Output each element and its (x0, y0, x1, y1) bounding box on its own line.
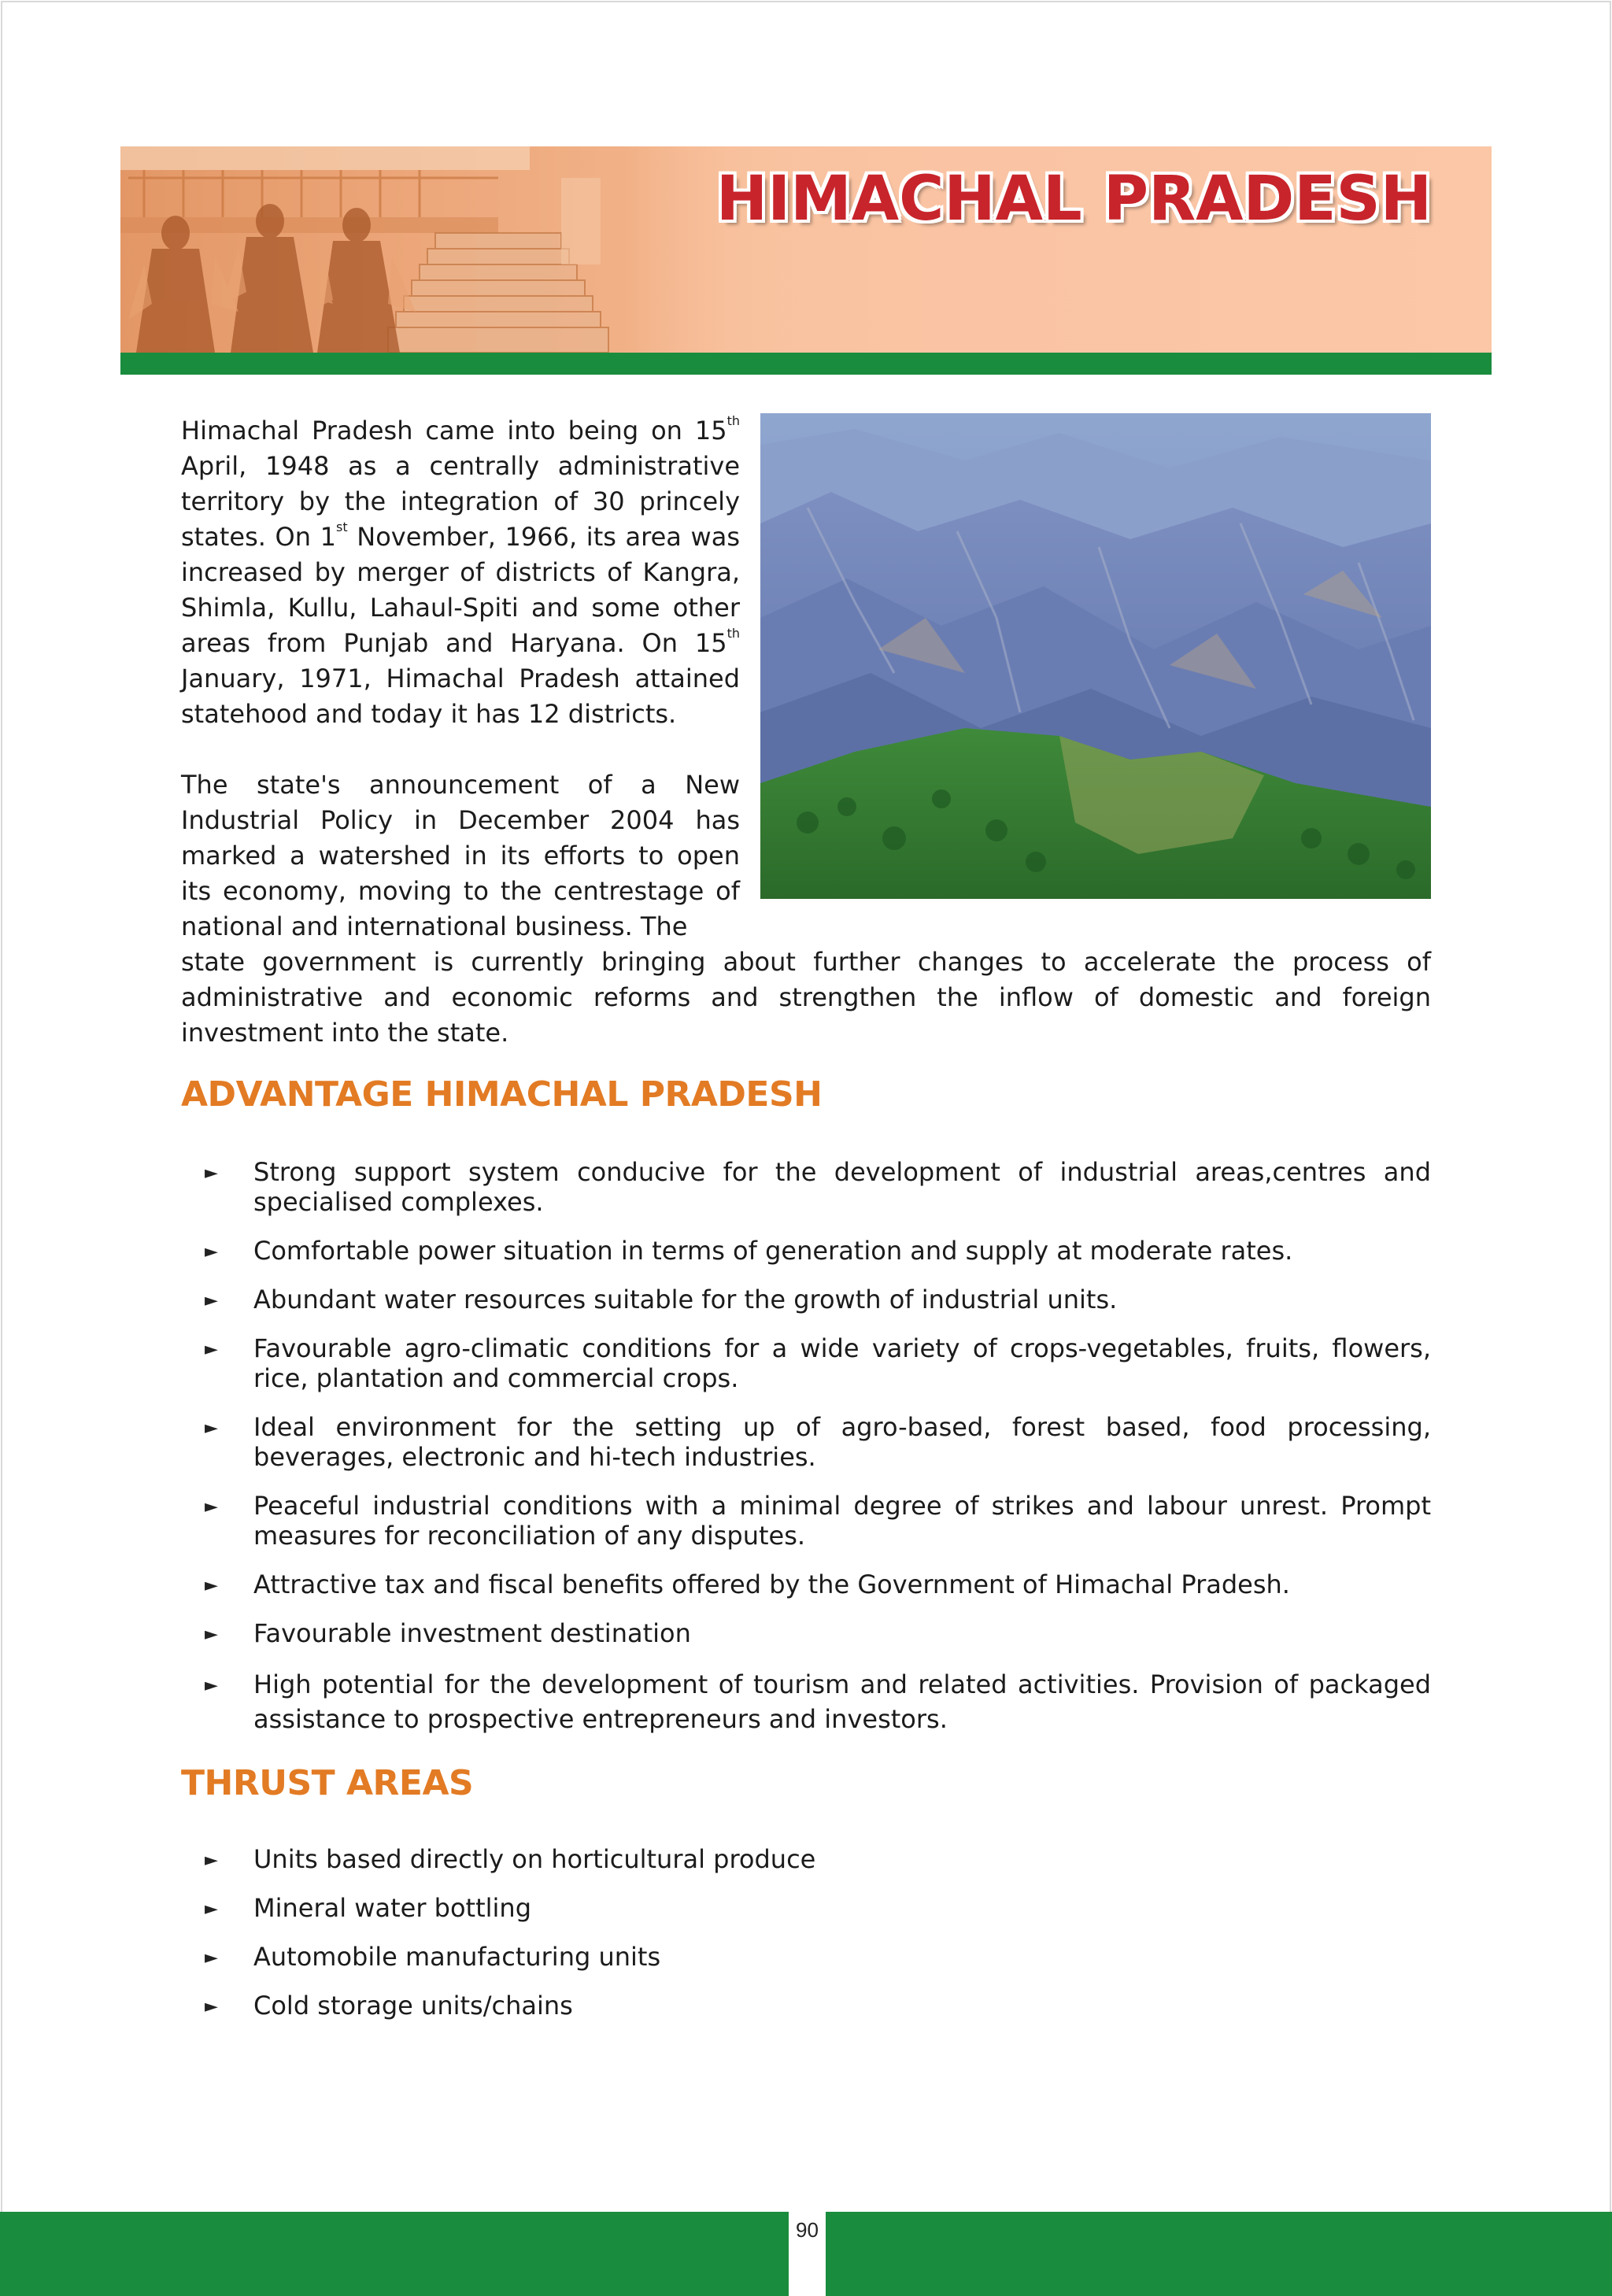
header-banner (120, 146, 1492, 353)
thrust-areas-list (181, 1844, 1431, 2021)
list-item: ► Ideal environment for the setting up of agro-based, forest based, food processing, beverages, electronic and hi-tech industries. (205, 1412, 1431, 1472)
triangle-bullet-icon: ► (205, 1340, 218, 1359)
mountain-landscape-photo (760, 413, 1431, 899)
triangle-bullet-icon: ► (205, 1576, 218, 1595)
triangle-bullet-icon: ► (205, 1676, 218, 1695)
list-item: ► Mineral water bottling (205, 1893, 531, 1923)
intro-paragraph-2-upper: The state's announcement of a New Industrial Policy in December 2004 has marked a watershed in its efforts to open its economy, moving to the centrestage of national and international business. The (181, 770, 740, 941)
list-item: ► Comfortable power situation in terms of generation and supply at moderate rates. (205, 1236, 1293, 1266)
list-item: ► Favourable investment destination (205, 1618, 691, 1648)
triangle-bullet-icon: ► (205, 1850, 218, 1870)
list-item: ► High potential for the development of tourism and related activities. Provision of packaged assistance to prospective entrepreneurs and investors. (205, 1669, 1431, 1734)
intro-paragraph-2-lower: state government is currently bringing about further changes to accelerate the process of administrative and economic reforms and strengthen the inflow of domestic and foreign investment into the state. (181, 947, 1431, 1048)
header-green-stripe (120, 353, 1492, 375)
triangle-bullet-icon: ► (205, 1948, 218, 1968)
triangle-bullet-icon: ► (205, 1418, 218, 1438)
triangle-bullet-icon: ► (205, 1997, 218, 2017)
list-item: ► Favourable agro-climatic conditions for a wide variety of crops-vegetables, fruits, flowers, rice, plantation and commercial crops. (205, 1333, 1431, 1393)
list-item: ► Abundant water resources suitable for the growth of industrial units. (205, 1285, 1118, 1314)
thrust-areas-heading: THRUST AREAS (181, 1763, 474, 1803)
intro-paragraph-1: Himachal Pradesh came into being on 15th April, 1948 as a centrally administrative territory by the integration of 30 princely states. On 1st November, 1966, its area was increased by merger of districts of Kangra, Shimla, Kullu, Lahaul-Spiti and some other areas from Punjab and Haryana. On 15th January, 1971, Himachal Pradesh attained statehood and today it has 12 districts. (181, 413, 740, 729)
triangle-bullet-icon: ► (205, 1899, 218, 1919)
dancers-photo (120, 146, 797, 353)
list-item: ► Attractive tax and fiscal benefits offered by the Government of Himachal Pradesh. (205, 1569, 1290, 1599)
page-title: HIMACHAL PRADESH (715, 164, 1432, 235)
page-number: 90 (796, 2218, 819, 2242)
list-item: ► Automobile manufacturing units (205, 1942, 661, 1972)
list-item: ► Strong support system conducive for the development of industrial areas,centres and specialised complexes. (205, 1157, 1431, 1217)
advantage-heading: ADVANTAGE HIMACHAL PRADESH (181, 1074, 823, 1115)
triangle-bullet-icon: ► (205, 1242, 218, 1262)
triangle-bullet-icon: ► (205, 1163, 218, 1183)
list-item: ► Cold storage units/chains (205, 1991, 573, 2021)
triangle-bullet-icon: ► (205, 1625, 218, 1644)
triangle-bullet-icon: ► (205, 1497, 218, 1517)
advantage-list (181, 1157, 1431, 1736)
list-item: ► Units based directly on horticultural produce (205, 1844, 816, 1874)
triangle-bullet-icon: ► (205, 1291, 218, 1311)
list-item: ► Peaceful industrial conditions with a minimal degree of strikes and labour unrest. Prompt measures for reconciliation of any disputes. (205, 1491, 1431, 1551)
